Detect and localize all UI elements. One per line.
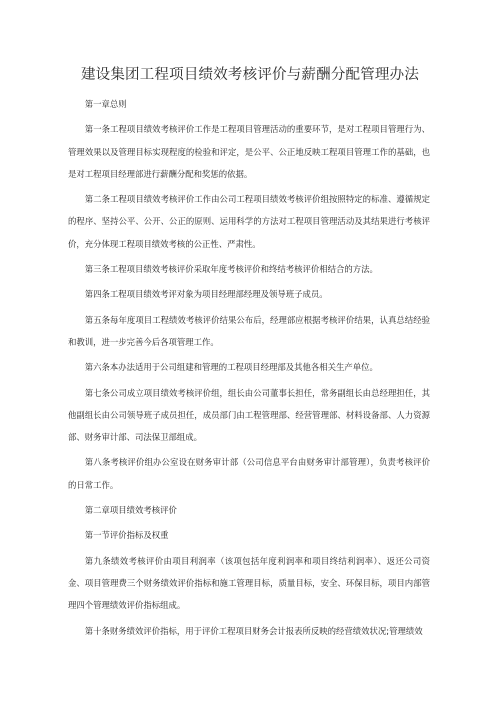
article-paragraph: 第一条工程项目绩效考核评价工作是工程项目管理活动的重要环节，是对工程项目管理行为、管理效果以及管理目标实现程度的检验和评定，是公平、公正地反映工程项目管理工作的基础，也是对工程项目经理部进行薪酬分配和奖惩的依据。 xyxy=(68,124,430,179)
article-paragraph: 第九条绩效考核评价由项目利润率（该项包括年度利润率和项目终结利润率）、返还公司资金、项目管理费三个财务绩效评价指标和施工管理目标，质量目标，安全、环保目标，项目内部管理四个管理绩效评价指标组成。 xyxy=(68,555,430,611)
article-paragraph: 第二条工程项目绩效考核评价工作由公司工程项目绩效考核评价组按照特定的标准、遵循规定的程序、坚持公平、公开、公正的原则、运用科学的方法对工程项目管理活动及其结果进行考核评价，充分体现工程项目绩效考核的公正性、严肃性。 xyxy=(68,194,430,249)
article-paragraph: 第十条财务绩效评价指标，用于评价工程项目财务会计报表所反映的经营绩效状况;管理绩效 xyxy=(84,625,423,636)
article-paragraph: 第五条每年度项目工程绩效考核评价结果公布后，经理部应根据考核评价结果，认真总结经验和教训，进一步完善今后各项管理工作。 xyxy=(68,314,430,347)
article-paragraph: 第三条工程项目绩效考核评价采取年度考核评价和终结考核评价相结合的方法。 xyxy=(84,264,378,275)
chapter-heading: 第一章总则 xyxy=(84,99,127,109)
document-title: 建设集团工程项目绩效考核评价与薪酬分配管理办法 xyxy=(80,67,420,83)
article-paragraph: 第七条公司成立项目绩效考核评价组，组长由公司董事长担任，常务副组长由总经理担任，其他副组长由公司领导班子成员担任，成员部门由工程管理部、经营管理部、材料设备部、人力资源部、财务审计部、司法保卫部组成。 xyxy=(68,387,430,443)
article-paragraph: 第六条本办法适用于公司组建和管理的工程项目经理部及其他各相关生产单位。 xyxy=(84,362,378,373)
chapter-heading: 第二章项目绩效考核评价 xyxy=(84,505,177,516)
article-paragraph: 第八条考核评价组办公室设在财务审计部（公司信息平台由财务审计部管理），负责考核评价的日常工作。 xyxy=(68,457,430,490)
article-paragraph: 第四条工程项目绩效考评对象为项目经理部经理及领导班子成员。 xyxy=(84,289,328,300)
section-heading: 第一节评价指标及权重 xyxy=(84,530,169,541)
document-body xyxy=(68,93,430,645)
